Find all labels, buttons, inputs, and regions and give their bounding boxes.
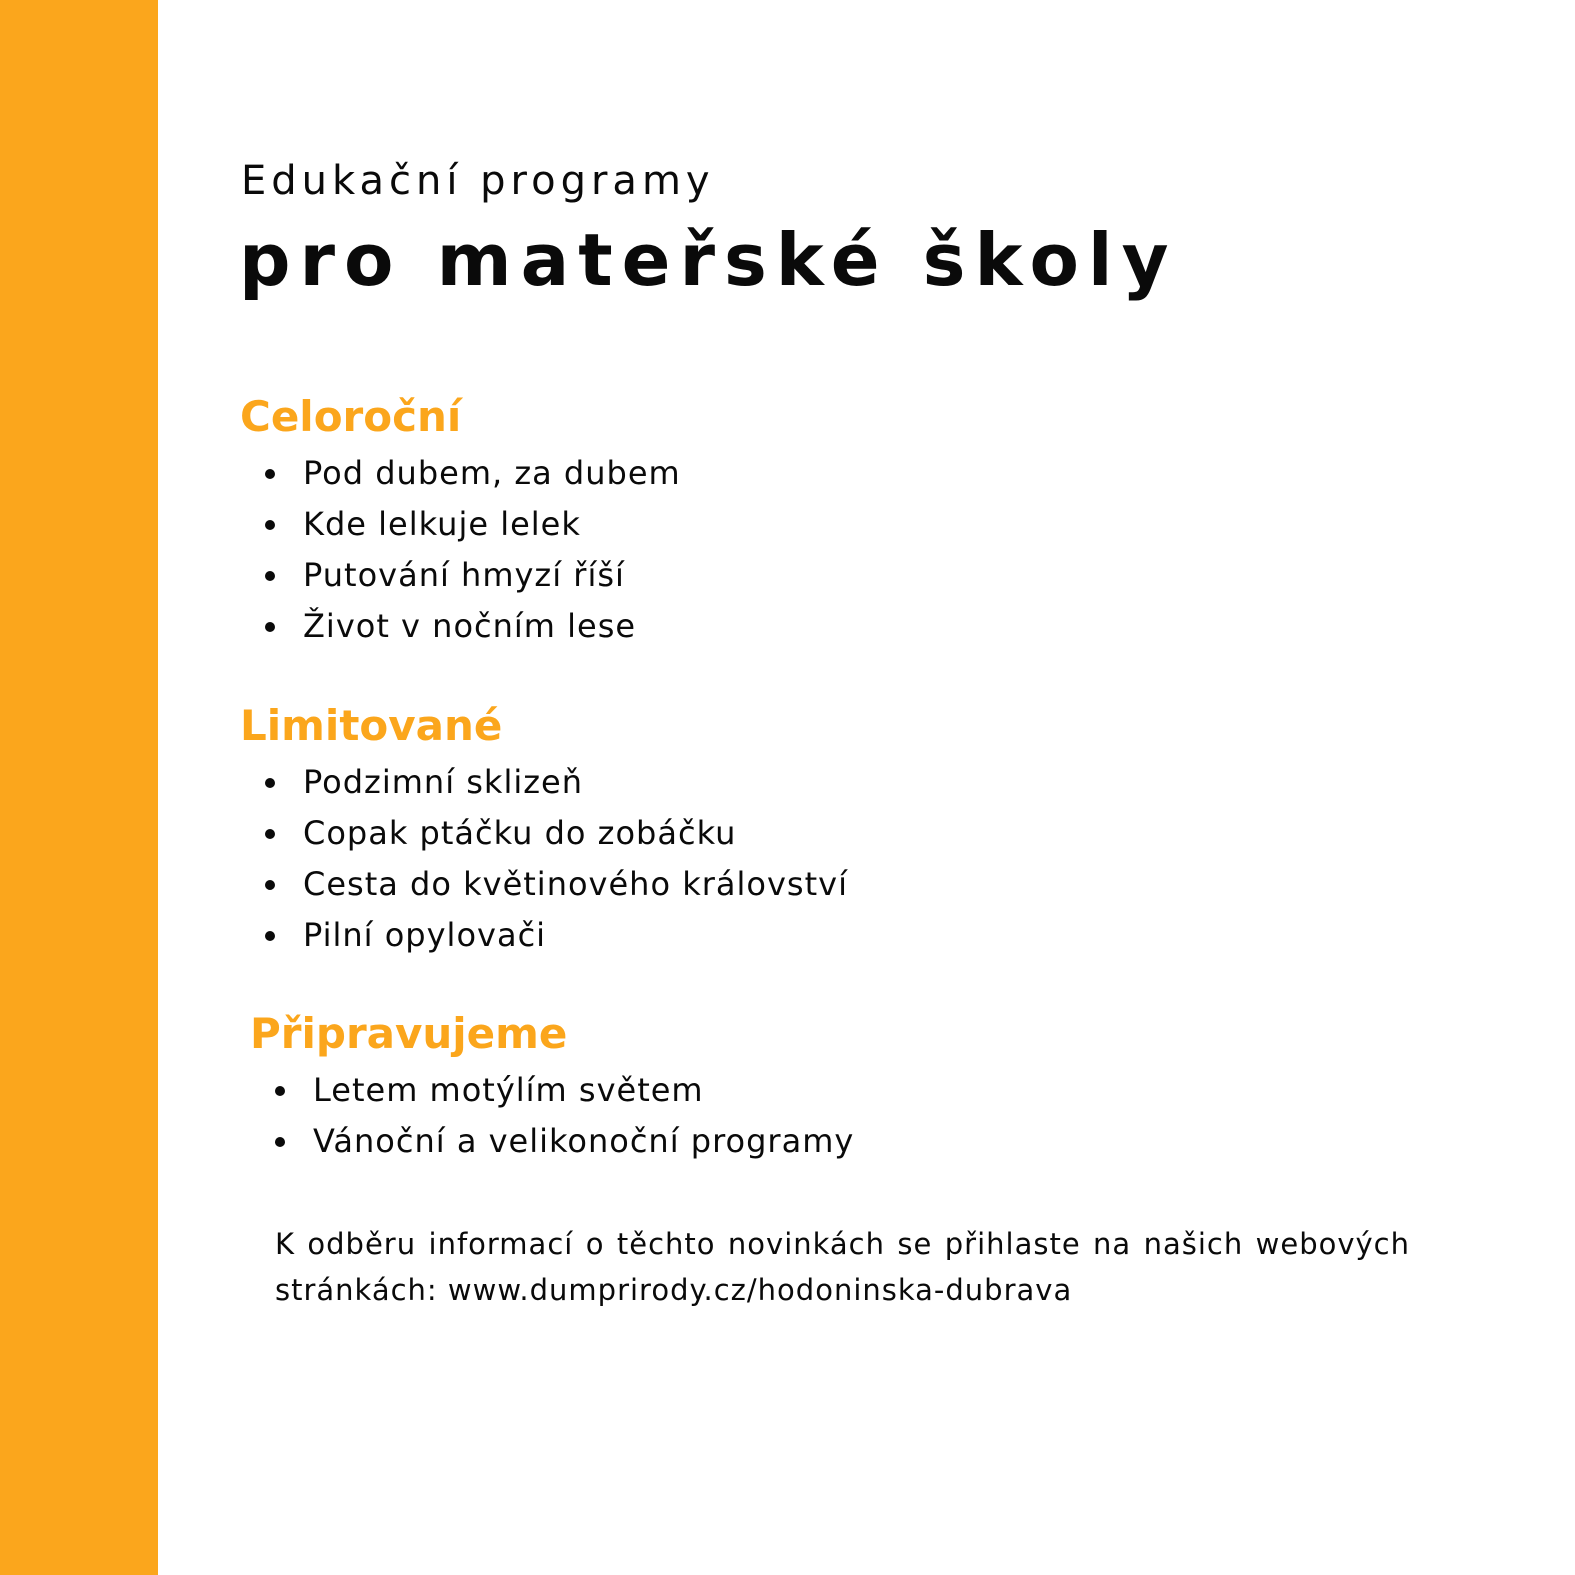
list-item-label: Podzimní sklizeň <box>303 763 583 801</box>
list-item-label: Copak ptáčku do zobáčku <box>303 814 737 852</box>
bullet-icon <box>265 778 275 788</box>
list-item <box>250 1065 854 1116</box>
bullet-icon <box>275 1137 285 1147</box>
program-list <box>240 757 848 961</box>
bullet-icon <box>265 469 275 479</box>
section-pripravujeme <box>250 1009 854 1167</box>
list-item-label: Život v nočním lese <box>303 607 637 645</box>
list-item <box>240 808 848 859</box>
list-item-label: Putování hmyzí říší <box>303 556 625 594</box>
list-item <box>240 757 848 808</box>
list-item <box>240 859 848 910</box>
section-heading: Celoroční <box>240 392 462 441</box>
bullet-icon <box>265 931 275 941</box>
list-item-label: Cesta do květinového království <box>303 865 848 903</box>
list-item <box>250 1116 854 1167</box>
section-heading: Limitované <box>240 701 503 750</box>
section-celorocni <box>240 392 681 652</box>
list-item-label: Pilní opylovači <box>303 916 547 954</box>
list-item-label: Letem motýlím světem <box>313 1071 704 1109</box>
page-title: pro mateřské školy <box>239 218 1178 302</box>
bullet-icon <box>275 1086 285 1096</box>
page-subtitle: Edukační programy <box>241 158 715 204</box>
list-item <box>240 910 848 961</box>
bullet-icon <box>265 829 275 839</box>
section-heading: Připravujeme <box>250 1009 568 1058</box>
list-item <box>240 448 681 499</box>
bullet-icon <box>265 520 275 530</box>
bullet-icon <box>265 622 275 632</box>
section-limitovane <box>240 701 848 961</box>
program-list <box>250 1065 854 1167</box>
list-item-label: Kde lelkuje lelek <box>303 505 581 543</box>
list-item <box>240 550 681 601</box>
program-list <box>240 448 681 652</box>
list-item <box>240 601 681 652</box>
bullet-icon <box>265 571 275 581</box>
list-item-label: Vánoční a velikonoční programy <box>313 1122 855 1160</box>
subscription-note: K odběru informací o těchto novinkách se přihlaste na našich webových stránkách: www.dumprirody.cz/hodoninska-dubrava <box>275 1227 1410 1307</box>
list-item-label: Pod dubem, za dubem <box>303 454 681 492</box>
list-item <box>240 499 681 550</box>
bullet-icon <box>265 880 275 890</box>
